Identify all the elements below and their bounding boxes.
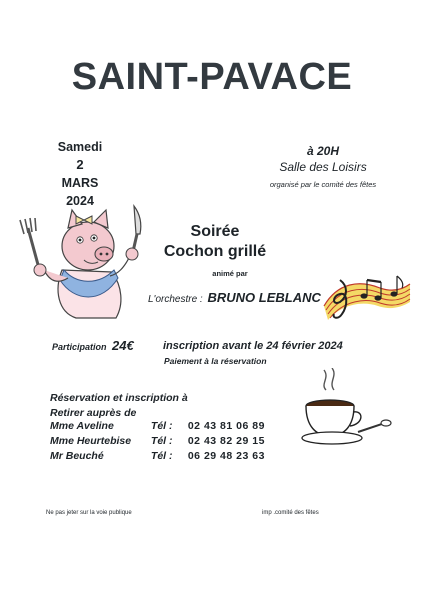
contact-tel-label: Tél : bbox=[150, 420, 173, 432]
date-year: 2024 bbox=[66, 194, 94, 208]
contact-phone: 06 29 48 23 63 bbox=[187, 450, 265, 462]
music-notes-icon bbox=[320, 262, 412, 328]
contact-phone: 02 43 82 29 15 bbox=[187, 435, 265, 447]
contact-row bbox=[50, 435, 265, 447]
contact-name: Mme Aveline bbox=[50, 420, 114, 432]
orchestra-name: BRUNO LEBLANC bbox=[207, 290, 321, 305]
contact-row bbox=[50, 450, 265, 462]
reservation-heading-line2: Retirer auprès de bbox=[50, 407, 137, 419]
reservation-heading-line1: Réservation et inscription à bbox=[50, 392, 188, 404]
contact-tel-label: Tél : bbox=[150, 450, 173, 462]
pig-chef-icon bbox=[14, 200, 154, 320]
participation-label: Participation bbox=[52, 342, 107, 352]
coffee-cup-icon bbox=[298, 368, 394, 454]
payment-note: Paiement à la réservation bbox=[164, 356, 267, 366]
event-name-line1: Soirée bbox=[190, 223, 240, 240]
date-month: MARS bbox=[61, 176, 99, 190]
participation-price: 24€ bbox=[112, 338, 134, 353]
event-venue: Salle des Loisirs bbox=[279, 160, 367, 174]
date-day: 2 bbox=[76, 157, 84, 172]
footer-left-note: Ne pas jeter sur la voie publique bbox=[46, 510, 132, 516]
event-name-line2: Cochon grillé bbox=[163, 243, 267, 260]
reservation-heading bbox=[50, 391, 188, 421]
orchestra bbox=[148, 290, 321, 305]
footer-right-note: imp .comité des fêtes bbox=[262, 510, 319, 516]
contact-name: Mme Heurtebise bbox=[50, 435, 132, 447]
contact-name: Mr Beuché bbox=[50, 450, 104, 462]
event-name bbox=[150, 222, 280, 262]
poster-title: SAINT-PAVACE bbox=[71, 56, 353, 98]
date-weekday: Samedi bbox=[57, 140, 103, 154]
registration-deadline: inscription avant le 24 février 2024 bbox=[163, 340, 343, 352]
contact-phone: 02 43 81 06 89 bbox=[187, 420, 265, 432]
contact-row bbox=[50, 420, 265, 432]
event-place bbox=[248, 143, 398, 189]
orchestra-label: L'orchestre : bbox=[148, 294, 203, 305]
event-time: à 20H bbox=[306, 144, 340, 158]
event-organizer: organisé par le comité des fêtes bbox=[269, 180, 377, 189]
contact-tel-label: Tél : bbox=[150, 435, 173, 447]
animated-by: animé par bbox=[212, 269, 248, 278]
